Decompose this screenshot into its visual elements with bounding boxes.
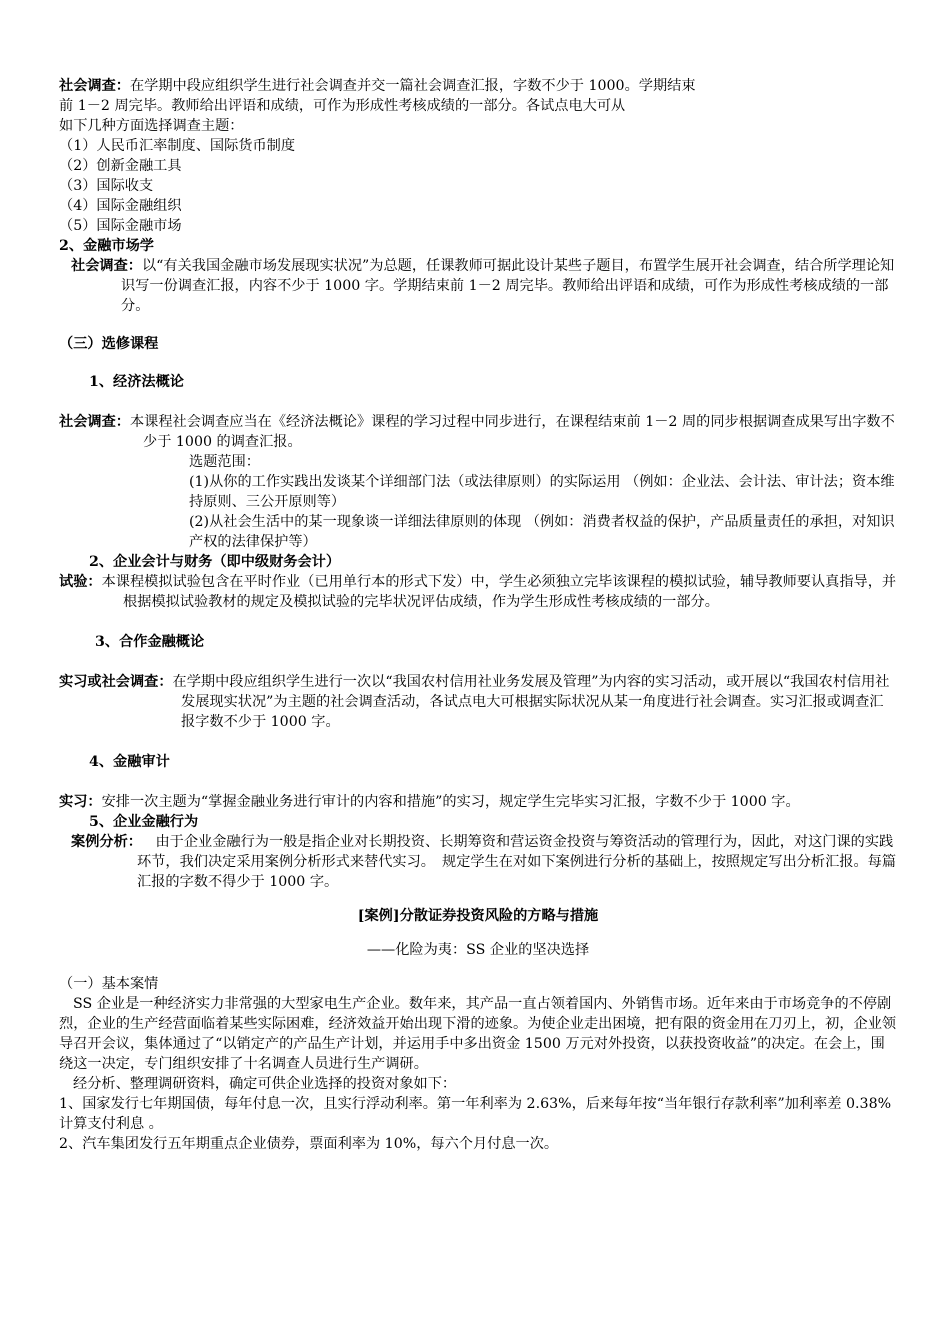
topic-5: （5）国际金融市场 [59,218,182,234]
c2-heading-text: 2、企业会计与财务（即中级财务会计） [89,554,341,570]
c1-text: 本课程社会调查应当在《经济法概论》课程的学习过程中同步进行，在课程结束前 1－2 周的同步根据调查成果写出字数不少于 1000 的调查汇报。 [129,414,895,450]
c3-heading [59,632,897,652]
topic-4: （4）国际金融组织 [59,198,182,214]
c2-text: 本课程模拟试验包含在平时作业（已用单行本的形式下发）中，学生必须独立完毕该课程的模拟试验，辅导教师要认真指导，并根据模拟试验教材的规定及模拟试验的完毕状况评估成绩，作为学生形成性考核成绩的一部分。 [101,574,897,610]
c4-para [59,792,897,812]
c1-scope-1: (1)从你的工作实践出发谈某个详细部门法（或法律原则）的实际运用 （例如：企业法、会计法、审计法；资本维持原则、三公开原则等） [189,474,895,510]
c3-text: 在学期中段应组织学生进行一次以“我国农村信用社业务发展及管理”为内容的实习活动，或开展以“我国农村信用社发展现实状况”为主题的社会调查活动，各试点电大可根据实际状况从某一角度进行社会调查。实习汇报或调查汇报字数不少于 1000 字。 [172,674,890,730]
s1-line2: 前 1－2 周完毕。教师给出评语和成绩，可作为形成性考核成绩的一部分。各试点电大可从 [59,98,626,114]
topic-1: （1）人民币汇率制度、国际货币制度 [59,138,296,154]
c4-heading [59,752,897,772]
c5-para [59,832,897,892]
c2-heading [59,552,897,572]
c5-heading-text: 5、企业金融行为 [89,814,199,830]
c1-label: 社会调查： [59,414,130,430]
c3-heading-text: 3、合作金融概论 [95,634,205,650]
case-title-text: [案例]分散证券投资风险的方略与措施 [357,908,599,924]
case-para-1: SS 企业是一种经济实力非常强的大型家电生产企业。数年来，其产品一直占领着国内、外销售市场。近年来由于市场竞争的不停剧烈，企业的生产经营面临着某些实际困难，经济效益开始出现下滑的迹象。为使企业走出困境，把有限的资金用在刀刃上，初，企业领导召开会议，集体通过了“以销定产的产品生产计划，并运用手中多出资金 1500 万元对外投资，以获投资收益”的决定。在会上，围绕这一决定，专门组织安排了十名调查人员进行生产调研。 [59,996,897,1072]
c3-label: 实习或社会调查： [59,674,173,690]
case-basic-heading: （一）基本案情 [59,976,159,992]
case-item-1: 1、国家发行七年期国债，每年付息一次，且实行浮动利率。第一年利率为 2.63%，后来每年按“当年银行存款利率”加利率差 0.38%计算支付利息 。 [59,1096,892,1132]
s2-para [59,256,897,316]
s1-label: 社会调查： [59,78,130,94]
c4-text: 安排一次主题为“掌握金融业务进行审计的内容和措施”的实习，规定学生完毕实习汇报，字数不少于 1000 字。 [101,794,800,810]
s2-text: 以“有关我国金融市场发展现实状况”为总题，任课教师可据此设计某些子题目，布置学生展开社会调查，结合所学理论知识写一份调查汇报，内容不少于 1000 字。学期结束前 1－2 周完毕。教师给出评语和成绩，可作为形成性考核成绩的一部分。 [121,258,895,314]
topic-2: （2）创新金融工具 [59,158,182,174]
s2-label: 社会调查： [71,258,142,274]
document-page [59,76,897,1154]
elective-heading [59,334,897,354]
elective-heading-text: （三）选修课程 [59,336,159,352]
case-subtitle: ——化险为夷：SS 企业的坚决选择 [366,942,590,958]
c4-label: 实习： [59,794,102,810]
c5-heading [59,812,897,832]
c2-para [59,572,897,612]
s1-text: 在学期中段应组织学生进行社会调查并交一篇社会调查汇报，字数不少于 1000。学期结束 [129,78,696,94]
s2-heading [59,236,897,256]
case-title [59,906,897,926]
c1-heading [59,372,897,392]
c3-para [59,672,897,732]
c4-heading-text: 4、金融审计 [89,754,170,770]
c1-scope-title: 选题范围： [189,454,260,470]
c5-label: 案例分析： [71,834,142,850]
topic-3: （3）国际收支 [59,178,154,194]
s2-heading-text: 2、金融市场学 [59,238,154,254]
c1-heading-text: 1、经济法概论 [89,374,184,390]
c5-text: 由于企业金融行为一般是指企业对长期投资、长期筹资和营运资金投资与筹资活动的管理行为，因此，对这门课的实践环节，我们决定采用案例分析形式来替代实习。 规定学生在对如下案例进行分析的基础上，按照规定写出分析汇报。每篇汇报的字数不得少于 1000 字。 [137,834,897,890]
c1-scope-2: (2)从社会生活中的某一现象谈一详细法律原则的体现 （例如：消费者权益的保护，产品质量责任的承担，对知识产权的法律保护等） [189,514,895,550]
c1-para [59,412,897,452]
case-item-2: 2、汽车集团发行五年期重点企业债券，票面利率为 10%，每六个月付息一次。 [59,1136,559,1152]
s1-line1 [59,76,897,96]
case-para-2: 经分析、整理调研资料，确定可供企业选择的投资对象如下： [73,1076,457,1092]
c2-label: 试验： [59,574,102,590]
s1-line3: 如下几种方面选择调查主题： [59,118,244,134]
